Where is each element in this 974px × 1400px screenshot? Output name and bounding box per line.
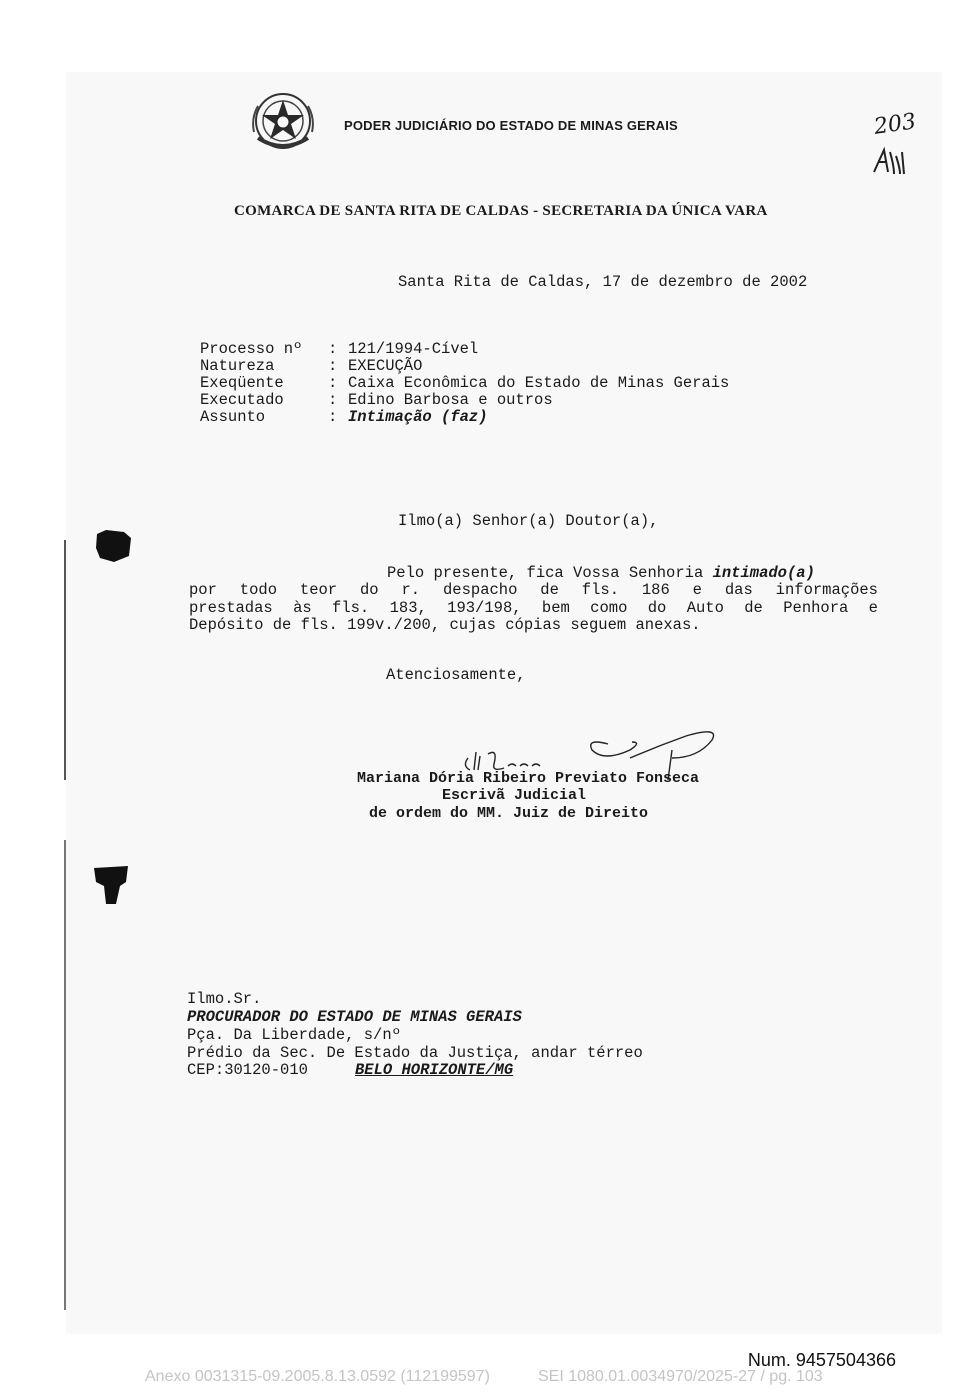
annex-reference: Anexo 0031315-09.2005.8.13.0592 (112199597) [145,1368,490,1385]
case-label: Processo nº [200,340,303,358]
scanned-page [66,72,942,1334]
salutation: Ilmo(a) Senhor(a) Doutor(a), [398,512,659,530]
date-line: Santa Rita de Caldas, 17 de dezembro de 2002 [398,273,808,291]
redaction-mark [92,864,132,906]
case-sep: : [328,357,338,375]
case-sep: : [328,340,338,358]
scan-edge-line [64,540,66,780]
case-sep: : [328,391,338,409]
closing: Atenciosamente, [386,666,526,684]
case-value: Edino Barbosa e outros [348,391,553,409]
case-label: Natureza [200,357,275,375]
recipient-city: BELO HORIZONTE/MG [355,1061,514,1079]
case-sep: : [328,374,338,392]
recipient-address-line-2: Prédio da Sec. De Estado da Justiça, andar térreo [187,1044,643,1062]
case-value: Intimação (faz) [348,408,488,426]
case-sep: : [328,408,338,426]
redaction-mark [94,528,134,564]
case-value: 121/1994-Cível [348,340,479,358]
document-number: Num. 9457504366 [747,1350,896,1370]
case-value: EXECUÇÃO [348,357,423,375]
body-emphasis: intimado(a) [712,564,815,582]
signer-order: de ordem do MM. Juiz de Direito [369,805,649,822]
body-line-1 [387,564,815,582]
recipient-address-line-1: Pça. Da Liberdade, s/nº [187,1026,401,1044]
comarca-heading: COMARCA DE SANTA RITA DE CALDAS - SECRETARIA DA ÚNICA VARA [234,203,768,219]
sei-reference: SEI 1080.01.0034970/2025-27 / pg. 103 [538,1368,823,1385]
signer-role: Escrivã Judicial [442,787,587,804]
handwritten-folio-number: 203 [872,109,918,140]
body-line-4: Depósito de fls. 199v./200, cujas cópias seguem anexas. [189,616,701,634]
recipient-greeting: Ilmo.Sr. [187,990,262,1008]
case-label: Assunto [200,408,266,426]
scan-edge-line [64,840,66,1310]
body-line-3: prestadas às fls. 183, 193/198, bem como do Auto de Penhora e [189,599,878,617]
case-value: Caixa Econômica do Estado de Minas Gerais [348,374,730,392]
signer-name: Mariana Dória Ribeiro Previato Fonseca [357,770,700,787]
recipient-title: PROCURADOR DO ESTADO DE MINAS GERAIS [187,1008,522,1026]
case-label: Exeqüente [200,374,284,392]
recipient-cep: CEP:30120-010 [187,1061,308,1079]
body-line-2: por todo teor do r. despacho de fls. 186 e das informações [189,581,878,599]
institution-header: PODER JUDICIÁRIO DO ESTADO DE MINAS GERAIS [344,118,678,133]
coat-of-arms-seal [248,88,318,158]
body-line-1-text: Pelo presente, fica Vossa Senhoria [387,564,713,582]
case-label: Executado [200,391,284,409]
handwritten-initials [870,146,910,178]
